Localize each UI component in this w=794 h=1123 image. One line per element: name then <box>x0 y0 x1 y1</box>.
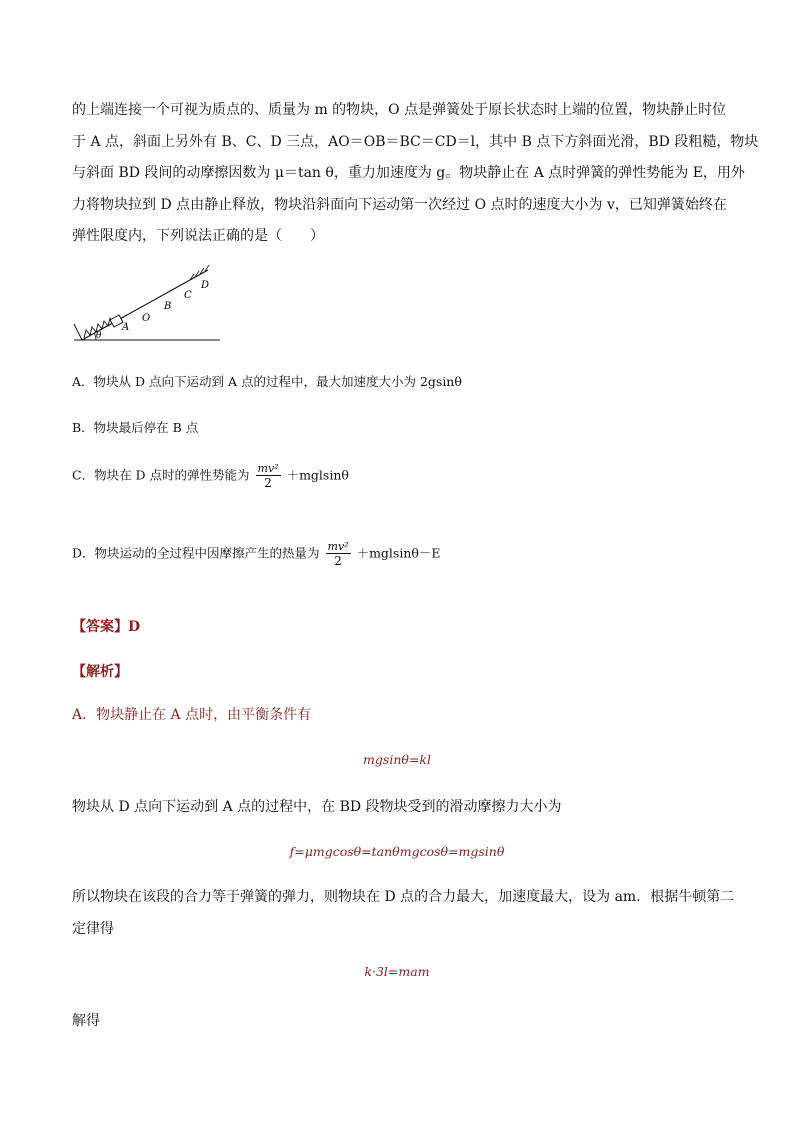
label-theta: θ <box>96 331 102 341</box>
question-line: 的上端连接一个可视为质点的、质量为 m 的物块，O 点是弹簧处于原长状态时上端的位置，物块静止时位 <box>72 102 727 118</box>
analysis-p3 <box>72 882 735 945</box>
equation-3: k·3l=mam <box>364 964 430 979</box>
option-d-suffix: ＋mglsinθ－E <box>356 545 441 561</box>
option-c <box>72 462 349 490</box>
option-c-suffix: ＋mglsinθ <box>286 467 349 483</box>
option-b: B．物块最后停在 B 点 <box>72 420 199 435</box>
fraction-numerator: mv² <box>327 540 349 553</box>
question-text <box>72 95 759 253</box>
label-A: A <box>122 322 130 333</box>
answer-label: 【答案】D <box>72 619 141 635</box>
fraction <box>256 462 281 490</box>
label-B: B <box>164 301 172 312</box>
analysis-p3-line: 所以物块在该段的合力等于弹簧的弹力，则物块在 D 点的合力最大，加速度最大，设为 am．根据牛顿第二 <box>72 889 735 905</box>
option-d-prefix: D．物块运动的全过程中因摩擦产生的热量为 <box>72 545 320 561</box>
wall-line <box>74 324 82 340</box>
equation-2: f=μmgcosθ=tanθmgcosθ=mgsinθ <box>289 844 505 859</box>
equation-1: mgsinθ=kl <box>363 752 431 767</box>
fraction <box>326 540 351 568</box>
analysis-p2: 物块从 D 点向下运动到 A 点的过程中，在 BD 段物块受到的滑动摩擦力大小为 <box>72 799 562 815</box>
option-d <box>72 540 441 568</box>
question-line: 于 A 点，斜面上另外有 B、C、D 三点，AO＝OB＝BC＝CD＝l，其中 B 点下方斜面光滑，BD 段粗糙，物块 <box>72 133 759 150</box>
fraction-denominator: 2 <box>334 554 342 568</box>
incline-surface <box>82 270 208 340</box>
label-C: C <box>184 290 192 301</box>
analysis-p4: 解得 <box>72 1013 100 1029</box>
option-c-prefix: C．物块在 D 点时的弹性势能为 <box>72 467 250 483</box>
incline-figure <box>72 262 222 344</box>
analysis-p3-line: 定律得 <box>72 920 114 937</box>
option-a: A．物块从 D 点向下运动到 A 点的过程中，最大加速度大小为 2gsinθ <box>72 374 462 389</box>
label-D: D <box>201 280 210 291</box>
fraction-numerator: mv² <box>257 462 279 475</box>
question-line: 与斜面 BD 段间的动摩擦因数为 μ＝tan θ，重力加速度为 g。物块静止在 A 点时弹簧的弹性势能为 E，用外 <box>72 165 745 181</box>
fraction-denominator: 2 <box>264 476 272 490</box>
analysis-heading: 【解析】 <box>72 664 128 680</box>
analysis-p1: A．物块静止在 A 点时，由平衡条件有 <box>72 707 312 723</box>
label-O: O <box>142 313 151 324</box>
question-line: 力将物块拉到 D 点由静止释放，物块沿斜面向下运动第一次经过 O 点时的速度大小为 v，已知弹簧始终在 <box>72 196 727 213</box>
question-line: 弹性限度内，下列说法正确的是（ ） <box>72 228 324 244</box>
